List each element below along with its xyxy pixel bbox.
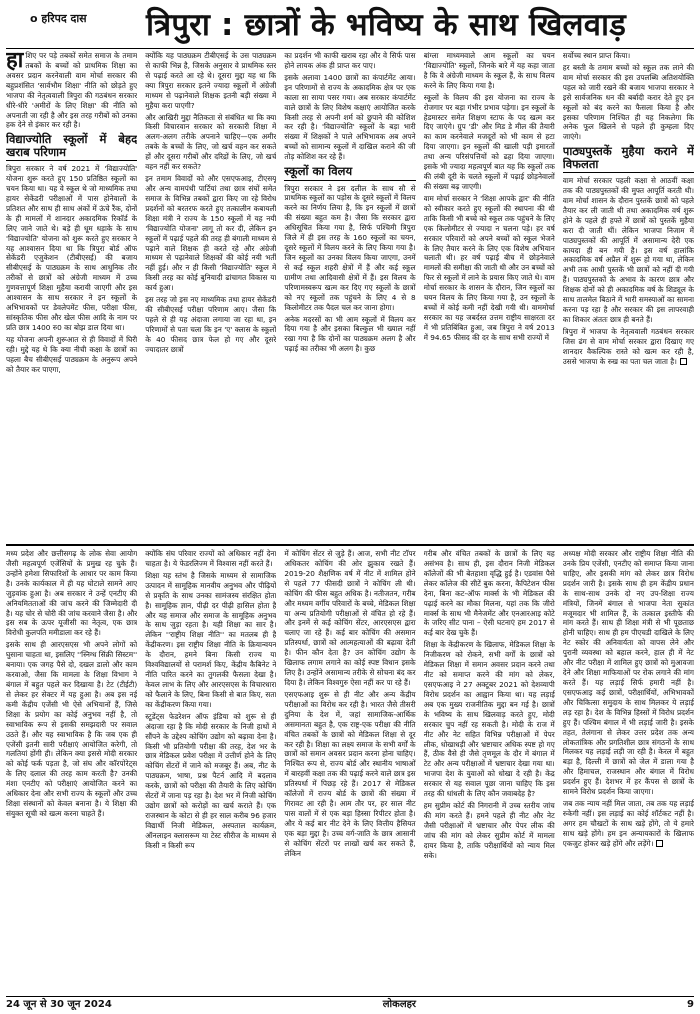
paragraph: स्टूडेंट्स फेडरेशन ऑफ इंडिया को शुरू से ही अंदाजा रहा है कि मोदी सरकार के निजी हाथों में सौंपने के उद्देश्य कोचिंग उद्योग को बढ़ावा देना है। किसी भी प्रतियोगी परीक्षा की तरह, देश भर के छात्र मेडिकल प्रवेश परीक्षा में उत्तीर्ण होने के लिए कोचिंग सेंटरों में जाने को मजबूर हैं। अब, नीट के पाठ्यक्रम, भाषा, प्रश्न पैटर्न आदि में बदलाव करके, छात्रों को परीक्षा की तैयारी के लिए कोचिंग सेंटरों में जाना पड़ रहा है। देश भर में निजी कोचिंग उद्योग छात्रों को करोड़ों का खर्च कराते हैं। एक राजस्थान के कोटा से ही हर साल करीब 96 हजार विद्यार्थी निजी मेडिकल, अस्पताल कार्यक्रम, ऑनलाइन क्लासरूम या टेस्ट सीरीज के माध्यम से किसी न किसी रूप (145, 711, 277, 850)
column-5 (563, 51, 694, 542)
column-1 (6, 51, 137, 542)
page-footer (6, 996, 694, 1012)
paragraph: शिक्षा के केंद्रीकरण के खिलाफ, मेडिकल शिक्षा के निजीकरण को रोकने, सभी वर्गों के छात्रों को मेडिकल शिक्षा में समान अवसर प्रदान करने तथा नीट को समाप्त करने की मांग को लेकर, एसएफआइ ने 27 अक्टूबर 2021 को देशव्यापी विरोध प्रदर्शन का आह्वान किया था। यह लड़ाई अब एक मुख्य राजनीतिक मुद्दा बन गई है। छात्रों के भविष्य के साथ खिलवाड़ करते हुए, मोदी सरकार चुप नहीं रह सकती है। मोदी के राज में नीट और नेट सहित विभिन्न परीक्षाओं में पेपर लीक, धोखाधड़ी और भ्रष्टाचार अधिक स्पष्ट हो गए हैं, ठीक वैसे ही जैसे तृणमूल के दौर में बंगाल में टेट और अन्य परीक्षाओं में भ्रष्टाचार देखा गया था। भाजपा देश के युवाओं को धोखा दे रही है। केंद्र सरकार से यह सवाल पूछा जाना चाहिए कि इस तरह की धांधली के लिए कौन जवाबदेह है? (423, 640, 555, 799)
column-4 (424, 51, 555, 542)
paragraph: इसके अलावा 1400 छात्रों का कंपार्टमेंट आया। इन परिणामों से राज्य के अकादमिक क्षेत्र पर एक काला सा साया पसर गया। अब सरकार कंपार्टमेंट वाले छात्रों के लिए विशेष कक्षाएं आयोजित करके किसी तरह से अपनी शर्म को छुपाने की कोशिश कर रही है। 'विद्याज्योति' स्कूलों के बड़ा भारी संख्या में शिक्षकों ने पाले अभिभावक अब अपने बच्चों को सामान्य स्कूलों में दाखिल कराने की जी तोड़ कोशिश कर रहे हैं। (284, 72, 416, 162)
drop-cap: हा (6, 51, 24, 73)
page-number: 9 (687, 998, 694, 1010)
paragraph-text: त्रिपुरा में भाजपा के नेतृत्ववाली गठबंधन सरकार जिस ढंग से वाम मोर्चा सरकार द्वारा दिखाए गए शानदार वैकल्पिक रास्ते को खत्म कर रही है, उससे भाजपा के रुख का पता चल जाता है। (562, 326, 694, 366)
paragraph: बांग्ला माध्यमवाले आम स्कूलों का चयन 'विद्याज्योति' स्कूलों, जिनके बारे में यह कहा जाता है कि वे अंग्रेजी माध्यम के स्कूल हैं, के साथ विलय करने के लिए किया गया है। (423, 51, 555, 90)
end-mark-icon (680, 358, 687, 365)
paragraph: सर्वोच्च स्थान प्राप्त किया। (562, 51, 631, 60)
column-2 (145, 51, 276, 542)
paragraph (563, 799, 694, 849)
headline: त्रिपुरा : छात्रों के भविष्य के साथ खिलवाड़ (146, 7, 627, 43)
article-body-bottom (6, 549, 694, 985)
paragraph: स्कूलों के विलय की इस योजना का राज्य के रोजगार पर बड़ा गंभीर प्रभाव पड़ेगा। इन स्कूलों के हेडमास्टर समेत शिक्षण स्टाफ के पद खत्म कर दिए जाएंगे। ग्रुप 'डी' और मिड डे मील की तैयारी का काम करनेवाले मजदूरों को भी काम से हटा दिया जाएगा। इन स्कूलों की खाली पड़ी इमारतों तथा अन्य परिसंपत्तियों को ढहा दिया जाएगा। इसके भी ज्यादा महत्वपूर्ण बात यह कि स्कूलों तक की लंबी दूरी के चलते स्कूलों में पढ़ाई छोड़नेवालों की संख्या बढ़ जाएगी। (423, 92, 555, 191)
column-4 (424, 549, 555, 985)
subheading: विद्याज्योति स्कूलों में बेहद खराब परिणाम (6, 132, 138, 159)
paragraph: मध्य प्रदेश और छत्तीसगढ़ के लोक सेवा आयोग जैसी महत्वपूर्ण एजेंसियों के प्रमुख रह चुके हैं। उन्होंने हमेशा सिफारिशों के आधार पर काम किया है। उनके कार्यकाल में ही यह घोटाले सामने आए जुड़वांक हुआ है। अब सरकार ने उन्हें एनटीए की अनियमितताओं की जांच करने की जिम्मेदारी दी है। यह चोर से चोरी की जांच करवाने जैसा है। और इस सब के ऊपर यूजीसी का नेतृत्व, एक छात्र विरोधी कुलपति ममीडाला कर रहे हैं। (6, 549, 138, 638)
subheading: स्कूलों का विलय (284, 164, 353, 179)
paragraph: और आखिरी मुद्दा नैतिकता से संबंधित था कि क्या किसी विचारवान सरकार को सरकारी शिक्षा में अलग-अलग तरीके अपनाने चाहिए—एक अमीर तबके के बच्चों के लिए, जो खर्च वहन कर सकते हों और दूसरा गरीबों और दरिद्रों के लिए, जो खर्च वहन नहीं कर सकते? (145, 112, 277, 172)
paragraph: इस तरह जो इस नए माध्यमिक तथा हायर सेकेंडरी की सीबीएसई परीक्षा परिणाम आए। जैसा कि पहले से ही यह अंदाजा लगाया जा रहा था, इन परिणामों से पता चला कि इन 'ए' क्लास के स्कूलों के 40 फीसद छात्र फेल हो गए और दूसरे ज्यादातर छात्रों (145, 295, 277, 354)
author-byline: ο हरिपद दास (30, 12, 87, 25)
column-2 (145, 549, 276, 985)
paragraph: त्रिपुरा सरकार ने वर्ष 2021 में 'विद्याज्योति' योजना शुरू करते हुए 150 प्रतिष्ठित स्कूलों का चयन किया था। यह वे स्कूल थे जो माध्यमिक तथा हायर सेकेंडरी परीक्षाओं में पास होनेवालों के प्रतिशत और साथ ही साथ अंकों में ऊंचे रैंक, दोनों के ही मामलों में शानदार अकादमिक रिकॉर्ड के लिए जाने जाते थे। बड़े ही धूम धड़ाके के साथ 'विद्याज्योति' योजना को शुरू करते हुए सरकार ने यह आश्वासन दिया था कि त्रिपुरा बोर्ड ऑफ सेकेंडरी एजुकेशन (टीबीएसई) की बजाय सीबीएसई के पाठ्यक्रम के साथ आधुनिक तौर तरीकों से छात्रों को अंग्रेजी माध्यम में उच्च गुणवत्तापूर्ण शिक्षा मुहैया करायी जाएगी और इस आश्वासन के साथ सरकार ने इन स्कूलों के अभिभावकों पर डेवलेपमेंट फीस, परीक्षा फीस, सांस्कृतिक फीस और खेल फीस आदि के नाम पर प्रति छात्र 1400 रु0 का बोझ डाल दिया था। (6, 164, 138, 332)
paragraph (563, 327, 694, 367)
header-rule (6, 48, 694, 49)
paragraph: वाम मोर्चा सरकार पहली कक्षा से आठवीं कक्षा तक की पाठ्यपुस्तकों की मुफ्त आपूर्ति करती थी। वाम मोर्चा शासन के दौरान पुस्तकें छात्रों को पहले तैयार कर ली जाती थी तथा अकादमिक वर्ष शुरू होने के पहले ही हफ्ते में छात्रों को पुस्तकें मुहैया करा दी जाती थीं। लेकिन भाजपा निजाम में पाठ्यपुस्तकों की आपूर्ति में असामान्य देरी एक कायदा ही बन गयी है। इस वर्ष हालांकि अकादमिक वर्ष अप्रैल में शुरू हो गया था, लेकिन अभी तक आधी पुस्तकें भी छात्रों को नहीं दी गयी हैं। पाठ्यपुस्तकों के अभाव के कारण छात्र और शिक्षक दोनों को ही अकादमिक वर्ष के शिड्यूल के साथ तालमेल बिठाने में भारी समस्याओं का सामना करना पड़ रहा है और सरकार की इस लापरवाही का शिकार अंततः छात्र ही बनते हैं। (562, 176, 694, 325)
paragraph: इसके साथ ही आरएसएस भी अपने लोगों को घुसाना चाहता था, इसलिए ''स्निग्ध सिंक्री सिस्टम'' बनाया। एक जगह पैसे दो, दखल डालो और काम करवाओ, जैसा कि मामला के शिक्षा विभाग ने बंगाल में बहुत पहले कर दिखाया है। टेट (टीईटी) से लेकर हर सेक्टर में यह हुआ है। अब इस नई कमी केंद्रीय एजेंसी भी ऐसे अभियानों हैं, जिसे शिक्षा के प्रयोग का कोई अनुभव नहीं है, तो स्वाभाविक रूप से इसकी समझदारी पर सवाल उठते हैं। और यह स्वाभाविक है कि जब एक ही एजेंसी इतनी सारी परीक्षाएं आयोजित करेगी, तो गलतियां होंगी ही। लेकिन क्या इससे मोदी सरकार को कोई फर्क पड़ता है, जो संघ और कॉरपोरेट्स के लिए दलाल की तरह काम करती है? उनकी मंशा एनटीए को परीक्षाएं आयोजित करने का अधिकार देना और सभी राज्य के स्कूलों और उच्च शिक्षा संस्थानों को केवल बनाना है। ये शिक्षा की संयुक्त सूची को खत्म करना चाहते हैं। (6, 640, 138, 818)
end-mark-icon (656, 840, 663, 847)
section-divider (6, 544, 694, 546)
paragraph: हम सुप्रीम कोर्ट की निगरानी में उच्च स्तरीय जांच की मांग करते हैं। हमने पहले ही नीट और नेट जैसी परीक्षाओं में भ्रष्टाचार और पेपर लीक की जांच की मांग को लेकर सुप्रीम कोर्ट में मामला दायर किया है, ताकि परीक्षार्थियों को न्याय मिल सके। (423, 801, 555, 860)
column-3 (284, 549, 415, 985)
issue-date: 24 जून से 30 जून 2024 (6, 998, 112, 1010)
paragraph: अध्यक्ष मोदी सरकार और राष्ट्रीय शिक्षा नीति की उनके प्रिय एजेंसी, एनटीए को समाप्त किया जाना चाहिए, और इसकी मांग को लेकर छात्र विरोध प्रदर्शन जारी है। इसके साथ ही हम केंद्रीय प्रधान के साथ-साथ उनके दो नए उप-शिक्षा राज्य मंत्रियों, जिनमें बंगाल से भाजपा नेता सुकांत मजूमदार भी शामिल हैं, के तत्काल इस्तीफे की मांग करते हैं। साथ ही शिक्षा मंत्री से भी पूछताछ होनी चाहिए। साथ ही हम पीएचडी दाखिले के लिए नेट स्कोर की अनिवार्यता को वापस लेने और पुरानी व्यवस्था को बहाल करने, हाल ही में नेट और नीट परीक्षा में शामिल हुए छात्रों को मुआवजा देने और शिक्षा माफियाओं पर रोक लगाने की मांग करते हैं। यह लड़ाई सिर्फ हमारी नहीं है। एसएफआइ कई छात्रों, परीक्षार्थियों, अभिभावकों और चिकित्सा समुदाय के साथ मिलकर ये लड़ाई लड़ रहा है। देश के विभिन्न हिस्सों में विरोध प्रदर्शन हुए हैं। पश्चिम बंगाल में भी लड़ाई जारी है। इसके तहत, तेलंगाना से लेकर उत्तर प्रदेश तक अन्य लोकतांत्रिक और प्रगतिशील छात्र संगठनों के साथ मिलकर यह लड़ाई लड़ी जा रही है। केरल में बहुत बड़ा है, दिल्ली में छात्रों को जेल में डाला गया है और हिमाचल, राजस्थान और बंगाल में विरोध प्रदर्शन हुए हैं। देशभर में हर कैंपस से छात्रों के सामने विरोध प्रदर्शन किया जाएगा। (562, 549, 694, 797)
paragraph: अनेक मदरसों का भी आम स्कूलों में विलय कर दिया गया है और इसका बिल्कुल भी ख्याल नहीं रखा गया है कि दोनों का पाठ्यक्रम अलग है और पढ़ाई का तरीका भी अलग है। कुछ (284, 314, 416, 354)
paragraph-text: जब तक न्याय नहीं मिल जाता, तब तक यह लड़ाई रुकेगी नहीं। इस लड़ाई का कोई शॉर्टकट नहीं है। अगर हम चौखटों के साथ खड़े होंगे, तो ये हमारे साथ खड़े होंगे। हम इन अन्यायकारों के खिलाफ एकजुट होकर खड़े होंगे और लड़ेंगे। (562, 799, 694, 848)
paragraph: एसएफआइ शुरू से ही नीट और अन्य केंद्रीय परीक्षाओं का विरोध कर रही है। भारत जैसे तीसरी दुनिया के देश में, जहां सामाजिक-आर्थिक असमानता बहुत है, एक राष्ट्र-एक परीक्षा की नीति वंचित तबकों के छात्रों को मेडिकल शिक्षा से दूर कर रही है। शिक्षा का लक्ष्य समाज के सभी वर्गों के छात्रों को समान अवसर प्रदान करना होना चाहिए। निश्चित रूप से, राज्य बोर्ड और स्थानीय भाषाओं में बारहवीं कक्षा तक की पढ़ाई करने वाले छात्र इस प्रतिस्पर्धा में पिछड़ रहे हैं। 2017 से मेडिकल कॉलेजों में राज्य बोर्ड के छात्रों की संख्या में गिरावट आ रही है। आम तौर पर, हर साल नीट पास वालों में से एक बड़ा हिस्सा रिपीटर होता है। और ये कई बार नीट देने के लिए वित्तीय हैसियत एक बड़ा मुद्दा है। उच्च वर्ग-जाति के छात्र आसानी से कोचिंग सेंटरों पर लाखों खर्च कर सकते हैं, लेकिन (284, 689, 416, 858)
paragraph: का प्रदर्शन भी काफी खराब रहा और वे सिर्फ पास होने लायक अंक ही प्राप्त कर पाए। (284, 51, 416, 70)
paragraph: गरीब और वंचित तबकों के छात्रों के लिए यह असंभव है। साथ ही, इस दौरान निजी मेडिकल कॉलेजों की भी बेतहाशा वृद्धि हुई है। एडवांस पैसे लेकर कॉलेज की सीटें बुक करना, कैपिटेशन फीस देना, बिना कट-ऑफ मार्क्स के भी मेडिकल की पढ़ाई करने का मौका मिलना, यहां तक कि जीरो मार्क्स के साथ भी मैनेजमेंट और एनआरआइ कोटे के जरिए सीट पाना – ऐसी घटनाएं हम 2017 से कई बार देख चुके हैं। (423, 549, 555, 638)
paper-name: लोकलहर (382, 998, 417, 1010)
paragraph: में कोचिंग सेंटर से जुड़े हैं। आज, सभी नीट टॉपर अधिकतर कोचिंग की ओर झुकाव रखते हैं। 2019-20 शैक्षणिक वर्ष में नीट में शामिल होने से पहले 77 फीसदी छात्रों ने कोचिंग ली थी। कोचिंग की फीस बहुत अधिक है। नतीजतन, गरीब और मध्यम वर्गीय परिवारों के बच्चे, मेडिकल शिक्षा या अन्य प्रतियोगी परीक्षाओं से वंचित हो रहे हैं। और इनमें से कई कोचिंग सेंटर, आरएसएस द्वारा चलाए जा रहे हैं। कई बार कोचिंग की असमान प्रतिस्पर्धा, छात्रों को आत्महत्याओं की बढ़ावा देती है। फीन कौन देता है? उन कोचिंग उद्योग के खिलाफ लगाम लगाने का कोई स्पष्ट विधान इसके लिए है। उन्होंने असामान्य तरीके से सोचना बंद कर दिया है। लेकिन विश्वगुरु ऐसा नहीं कर पा रहे हैं। (284, 549, 416, 687)
paragraph: शिए पर पड़े तबकों समेत समाज के तमाम तबकों के बच्चों को प्राथमिक शिक्षा का अवसर प्रदान करनेवाली वाम मोर्चा सरकार की बहुप्रशंसित 'सार्वभौम शिक्षा' नीति को छोड़ते हुए भाजपा की नेतृत्ववाली त्रिपुरा की गठबंधन सरकार धीरे-धीरे 'अमीरों के लिए शिक्षा' की नीति को अपनाती जा रही है और इस तरह गरीबों को उनका हक देने से इंकार कर रही है। (6, 51, 138, 130)
subheading-rule (563, 172, 694, 173)
article-header (6, 6, 694, 48)
column-5 (563, 549, 694, 985)
paragraph: क्योंकि यह पाठ्यक्रम टीबीएसई के उस पाठ्यक्रम से काफी भिन्न है, जिसके अनुसार वे प्राथमिक स्तर से पढ़ाई करते आ रहे थे। दूसरा मुद्दा यह था कि क्या त्रिपुरा सरकार इतने ज्यादा स्कूलों में अंग्रेजी माध्यम से पढ़ानेवाले शिक्षक इतनी बड़ी संख्या में मुहैया करा पाएगी? (145, 51, 277, 110)
paragraph: क्योंकि संघ परिवार राज्यों को अधिकार नहीं देना चाहता है। ये फेडरलिज्म में विश्वास नहीं करते हैं। (145, 549, 277, 568)
column-3 (284, 51, 415, 542)
paragraph: शिक्षा यह स्तंभ है जिसके माध्यम से सामाजिक उत्पादन में सामूहिक मानवीय अनुभव और पीढ़ियों से प्रकृति के साथ उनका सामंजस्य संरक्षित होता है। सामूहिक ज्ञान, पीढ़ी दर पीढ़ी हासिल होता है और यह समाज और समाज के सामूहिक अनुभव के साथ जुड़ा रहता है। यही शिक्षा का सार है। लेकिन ''राष्ट्रीय शिक्षा नीति'' का मतलब ही है केंद्रीकरण। इस राष्ट्रीय शिक्षा नीति के क्रियान्वयन के दौरान, हमने बिना किसी राज्य या विश्वविद्यालयों से परामर्श किए, केंद्रीय कैबिनेट ने नीति पारित करने का तुगलकी फैसला देखा है। केवल लाभ के लिए और आरएसएस के विचारधारा को फैलाने के लिए, बिना किसी से बात किए, सता का केंद्रीकरण किया गया। (145, 570, 277, 709)
paragraph: त्रिपुरा सरकार ने इस दलील के साथ सौ से प्राथमिक स्कूलों का पड़ोस के दूसरे स्कूलों में विलय करने का निर्णय लिया है, कि इन स्कूलों में छात्रों की संख्या बहुत कम है। जैसा कि सरकार द्वारा अधिसूचित किया गया है, सिर्फ पश्चिमी त्रिपुरा जिले में ही इस तरह के 160 स्कूलों का चयन, दूसरे स्कूलों में विलय करने के लिए किया गया है। जिन स्कूलों का उनका विलय किया जाएगा, उनमें से कई स्कूल शहरी क्षेत्रों में हैं और कई स्कूल ग्रामीण तथा आदिवासी क्षेत्रों में हैं। इस विलय के परिणामस्वरूप खत्म कर दिए गए स्कूलों के छात्रों को नए स्कूलों तक पहुंचने के लिए 4 से 8 किलोमीटर तक पैदल चल कर जाना होगा। (284, 183, 416, 312)
subheading-rule (284, 180, 415, 181)
column-1 (6, 549, 137, 985)
subheading-rule (6, 160, 137, 161)
paragraph: इन तमाम विवादों को और एसएफआइ, टीएसयू और अन्य वामपंथी पार्टियां तथा छात्र संघों समेत समाज के विभिन्न तबकों द्वारा किए जा रहे विरोध प्रदर्शनों को बरतरफ करते हुए तत्कालीन कबायली शिक्षा मंत्री ने राज्य के 150 स्कूलों में यह नयी 'विद्याज्योति योजना' लागू तो कर दी, लेकिन इन स्कूलों में पढ़ाई पहले की तरह ही बंगाली माध्यम से पढ़ाने वाले शिक्षक ही करते रहे और अंग्रेजी माध्यम से पढ़ानेवाले शिक्षकों की कोई नयी भर्ती नहीं हुई। और न ही किसी 'विद्याज्योति' स्कूल में किसी तरह का कोई बुनियादी ढांचागत विकास या कार्य हुआ। (145, 174, 277, 293)
article-body-top (6, 51, 694, 542)
paragraph: वाम मोर्चा सरकार ने 'शिक्षा आपके द्वार' की नीति को स्वीकार करते हुए स्कूलों की स्थापना की थी ताकि किसी भी बच्चे को स्कूल तक पहुंचने के लिए एक किलोमीटर से ज्यादा न चलना पड़े। हर वर्ष सरकार परिवारों को अपने बच्चों को स्कूल भेजने के लिए तैयार करने के लिए एक विशेष अभियान चलाती थी। हर वर्ष पढ़ाई बीच में छोड़नेवाले मामलों की समीक्षा की जाती थी और उन बच्चों को फिर से स्कूलों में लाने के प्रयास किए जाते थे। वाम मोर्चा सरकार के शासन के दौरान, जिन स्कूलों का चयन विलय के लिए किया गया है, उन स्कूलों के बच्चों में कोई कमी नहीं देखी गयी थी। वाममोर्चा सरकार का यह जबर्दस्त उत्तम राष्ट्रीय साक्षरता दर में भी प्रतिबिंबित हुआ, जब त्रिपुरा ने वर्ष 2013 में 94.65 फीसद की दर के साथ सभी राज्यों में (423, 193, 555, 342)
paragraph: यह योजना अपनी शुरूआत से ही विवादों में घिरी रही। मुद्दे यह थे कि क्या नीची कक्षा के छात्रों का पहला बैच सीबीएसई पाठ्यक्रम के अनुरूप अपने को तैयार कर पाएगा, (6, 334, 138, 374)
subheading: पाठ्यपुस्तकें मुहैया कराने में विफलता (562, 144, 694, 171)
paragraph: हर बस्ती के तमाम बच्चों को स्कूल तक लाने की वाम मोर्चा सरकार की इस उपलब्धि अतिशयोक्ति पहल को जारी रखने की बजाय भाजपा सरकार ने इसे सार्वजनिक धन की बर्बादी करार देते हुए इन स्कूलों को बंद करने का फैसला किया है और इसका परिणाम निश्चित ही यह निकलेगा कि अनेक फूल खिलने से पहले ही कुम्हला दिए जाएंगे। (562, 62, 694, 142)
